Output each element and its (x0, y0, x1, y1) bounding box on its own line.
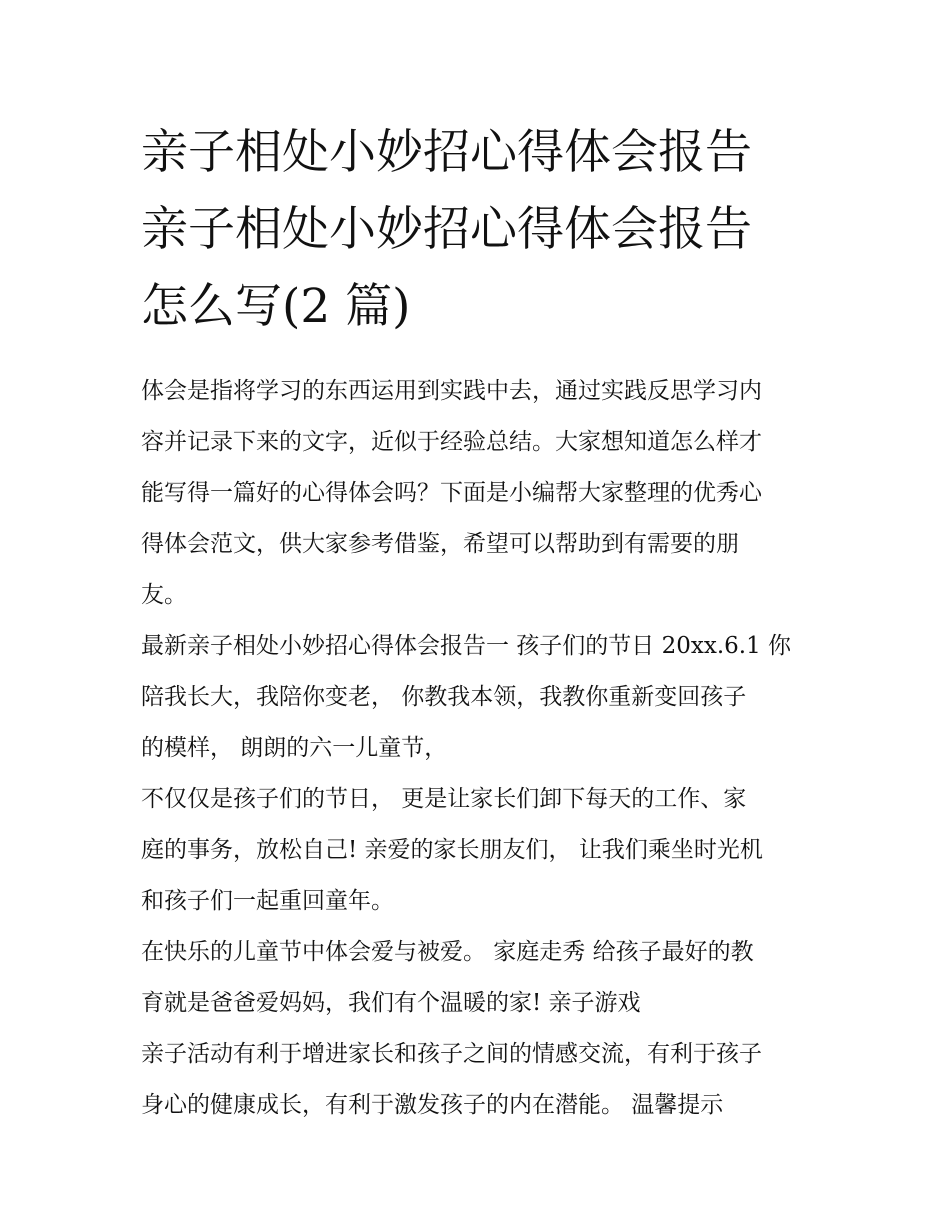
text-line: 得体会范文，供大家参考借鉴，希望可以帮助到有需要的朋 (141, 531, 739, 557)
title-line: 亲子相处小妙招心得体会报告 (141, 125, 752, 180)
title-line: 怎么写(2 篇) (141, 279, 411, 334)
text-line: 不仅仅是孩子们的节日， 更是让家长们卸下每天的工作、家 (141, 786, 747, 812)
document-title (141, 114, 813, 345)
text-line: 亲子活动有利于增进家长和孩子之间的情感交流，有利于孩子 (141, 1041, 762, 1067)
paragraph-festival (141, 774, 813, 927)
title-line: 亲子相处小妙招心得体会报告 (141, 202, 752, 257)
text-line: 育就是爸爸爱妈妈，我们有个温暖的家! 亲子游戏 (141, 990, 641, 1016)
text-line: 友。 (141, 582, 187, 608)
text-line: 体会是指将学习的东西运用到实践中去，通过实践反思学习内 (141, 378, 762, 404)
text-line: 的模样， 朗朗的六一儿童节， (141, 735, 448, 761)
text-line: 能写得一篇好的心得体会吗？下面是小编帮大家整理的优秀心 (141, 480, 762, 506)
paragraph-family-show (141, 927, 813, 1029)
text-line: 在快乐的儿童节中体会爱与被爱。 家庭走秀 给孩子最好的教 (141, 939, 754, 965)
text-line: 庭的事务，放松自己! 亲爱的家长朋友们， 让我们乘坐时光机 (141, 837, 763, 863)
text-line: 容并记录下来的文字，近似于经验总结。大家想知道怎么样才 (141, 429, 762, 455)
document-content (141, 114, 813, 1131)
paragraph-report-one (141, 621, 813, 774)
text-line: 陪我长大，我陪你变老， 你教我本领，我教你重新变回孩子 (141, 684, 747, 710)
text-line: 和孩子们一起重回童年。 (141, 888, 394, 914)
text-line: 最新亲子相处小妙招心得体会报告一 孩子们的节日 20xx.6.1 你 (141, 633, 792, 659)
text-line: 身心的健康成长，有利于激发孩子的内在潜能。 温馨提示 (141, 1092, 724, 1118)
document-body (141, 366, 813, 1131)
paragraph-intro (141, 366, 813, 621)
paragraph-activities (141, 1029, 813, 1131)
